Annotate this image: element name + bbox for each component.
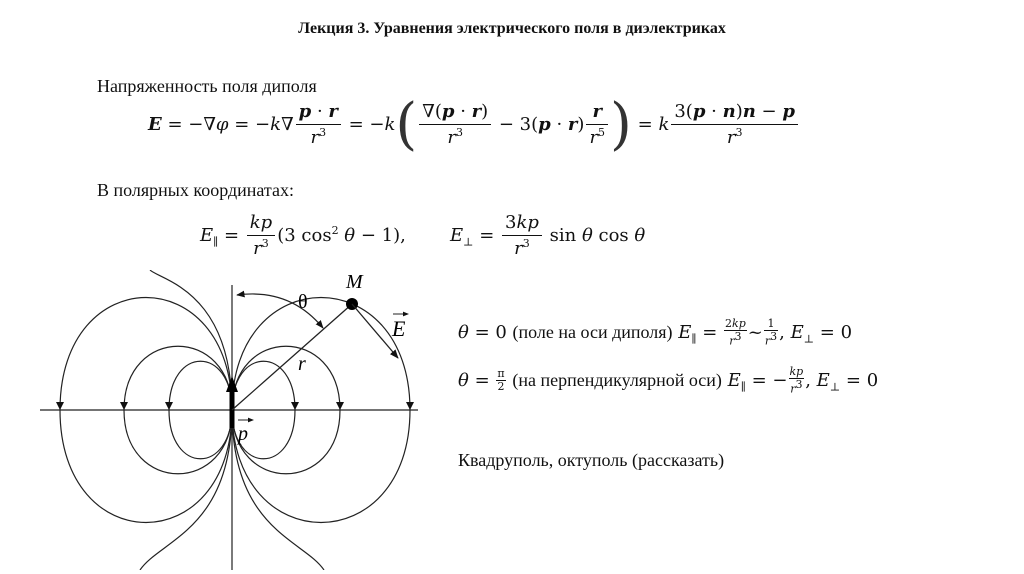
field-arrow bbox=[120, 402, 128, 410]
heading-dipole-field: Напряженность поля диполя bbox=[97, 76, 317, 96]
field-arrow bbox=[291, 402, 299, 410]
heading-polar-coordinates: В полярных координатах: bbox=[97, 180, 295, 200]
dipole-field-diagram bbox=[40, 270, 440, 570]
field-arrow bbox=[336, 402, 344, 410]
slide-title: Лекция 3. Уравнения электрического поля в диэлектриках bbox=[298, 20, 726, 37]
theta-arc bbox=[237, 294, 323, 328]
field-line bbox=[150, 270, 232, 410]
label-theta: θ bbox=[298, 291, 308, 313]
case-axis-formula: θ = 0 (поле на оси диполя) $E_\parallel$ = $\frac{2kp}{r^3}$ ~ $\frac{1}{r^3}$ , $E_\perp = 0$ bbox=[458, 317, 853, 348]
field-line bbox=[140, 410, 232, 570]
radius-vector bbox=[232, 304, 352, 410]
field-arrow bbox=[56, 402, 64, 410]
field-arrow bbox=[406, 402, 414, 410]
label-r: r bbox=[298, 353, 306, 375]
label-M: M bbox=[346, 271, 363, 293]
field-arrow bbox=[165, 402, 173, 410]
polar-formula-parallel: $E_\parallel$ = $\frac{kp}{r^3}$ (3 $\cos^2 \theta - 1$), bbox=[200, 212, 406, 259]
dipole-field-formula: E = −∇φ = −k∇ $\frac{p \cdot r}{r^3}$ = −k( $\frac{\nabla(p \cdot r)}{r^3}$ − 3(p · r) $\frac{r}{r^5}$ ) = k $\frac{3(p \cdot n)n - p}{r^3}$ bbox=[148, 97, 800, 153]
case-axis-label: (поле на оси диполя) bbox=[512, 321, 673, 342]
polar-formula-perpendicular: $E_\perp$ = $\frac{3kp}{r^3}$ sin θ cos θ bbox=[450, 212, 646, 259]
quadrupole-note: Квадруполь, октуполь (рассказать) bbox=[458, 450, 725, 470]
case-perpendicular-label: (на перпендикулярной оси) bbox=[512, 369, 722, 390]
label-E: E bbox=[392, 316, 406, 341]
case-perpendicular-formula: θ = $\frac{\pi}{2}$ (на перпендикулярной оси) $E_\parallel$ = − $\frac{kp}{r^3}$ , $E_\perp = 0$ bbox=[458, 365, 879, 396]
label-p: p bbox=[238, 423, 248, 445]
